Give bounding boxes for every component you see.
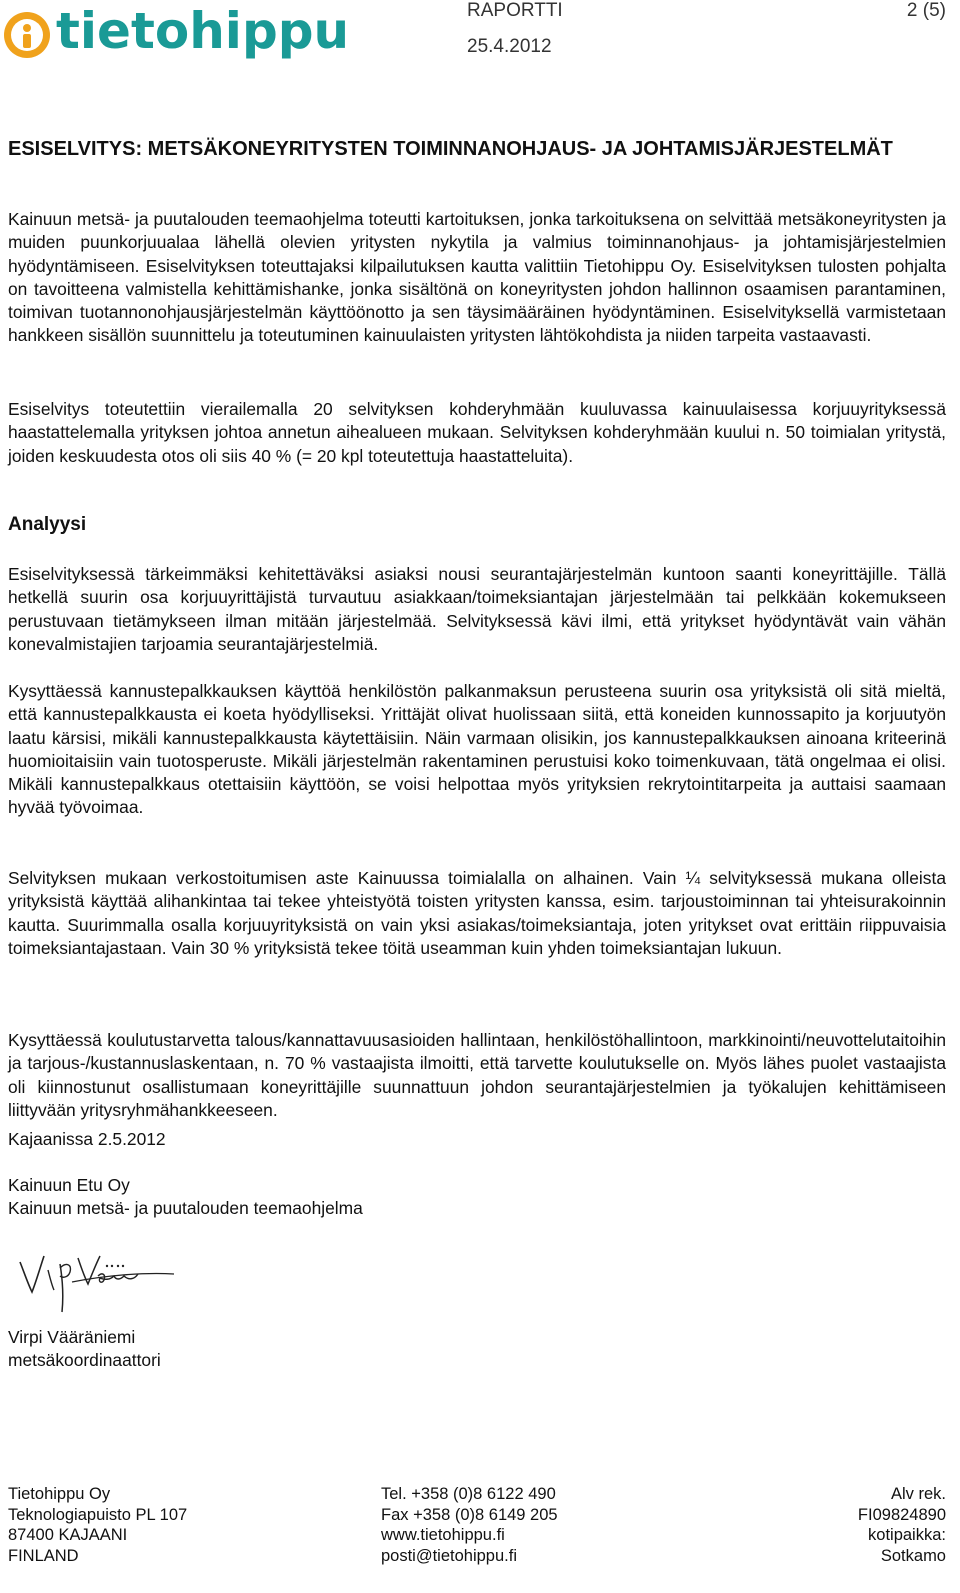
handwritten-signature xyxy=(12,1240,182,1320)
analysis-paragraph-3: Selvityksen mukaan verkostoitumisen aste Kainuussa toimialalla on alhainen. Vain ¼ selvityksessä mukana olleista yrityksistä käyttää alihankintaa tai tekee yhteistyötä toisten yritysten kanssa, esim. tarjoustoiminnan tai yhteisurakoinnin kautta. Suurimmalla osalla korjuuyrityksistä on vain yksi asiakas/toimeksiantaja, joten yritykset ovat erittäin riippuvaisia toimeksiantajastaan. Vain 30 % yrityksistä tekee töitä useamman kuin yhden toimeksiantajan lukuun. xyxy=(8,868,946,958)
analysis-paragraph-1: Esiselvityksessä tärkeimmäksi kehitettäväksi asiaksi nousi seurantajärjestelmän kuntoon saanti koneyrittäjille. Tällä hetkellä suurin osa korjuuyrittäjistä turvautuu asiakkaan/toimeksiantajan järjestelmään tai pelkkään kokemukseen perustuvaan tietämykseen ilman mitään järjestelmää. Selvityksessä kävi ilmi, että yritykset hyödyntävät vain vähän konevalmistajien tarjoamia seurantajärjestelmiä. xyxy=(8,564,946,654)
footer-registration xyxy=(858,1484,946,1566)
program-name: Kainuun metsä- ja puutalouden teemaohjelma xyxy=(8,1198,363,1218)
organization-name: Kainuun Etu Oy xyxy=(8,1175,130,1195)
info-icon xyxy=(4,12,50,58)
signer-name: Virpi Vääräniemi xyxy=(8,1327,136,1347)
place-date: Kajaanissa 2.5.2012 xyxy=(8,1129,166,1149)
page-number: 2 (5) xyxy=(906,0,946,21)
intro-paragraph-1: Kainuun metsä- ja puutalouden teemaohjelma toteutti kartoituksen, jonka tarkoituksena on selvittää metsäkoneyritysten ja muiden puunkorjuualaa lähellä olevien yritysten nykytila ja valmius toiminnanohjaus- ja johtamisjärjestelmien hyödyntämiseen. Esiselvityksen toteuttajaksi kilpailutuksen kautta valittiin Tietohippu Oy. Esiselvityksen tulosten pohjalta on tavoitteena valmistella kehittämishanke, jonka sisältönä on koneyritysten johdon hallinnon osaamisen parantaminen, toimivan tuotannonohjausjärjestelmän käyttöönotto ja sen täysimääräinen hyödyntäminen. Esiselvityksellä varmistetaan hankkeen sisällön suunnittelu ja toteutuminen kainuulaisten yritysten lähtökohdista ja niiden tarpeita vastaavasti. xyxy=(8,209,946,346)
footer-vat-label: Alv rek. xyxy=(890,1485,946,1503)
signer-title: metsäkoordinaattori xyxy=(8,1350,161,1370)
footer-vat-number: FI09824890 xyxy=(857,1505,946,1524)
footer-address xyxy=(8,1484,187,1566)
footer-phone: Tel. +358 (0)8 6122 490 xyxy=(381,1485,556,1503)
document-title: ESISELVITYS: METSÄKONEYRITYSTEN TOIMINNANOHJAUS- JA JOHTAMISJÄRJESTELMÄT xyxy=(8,138,893,160)
footer-domicile: Sotkamo xyxy=(880,1546,946,1565)
analysis-paragraph-2: Kysyttäessä kannustepalkkauksen käyttöä henkilöstön palkanmaksun perusteena suurin osa yrityksistä oli sitä mieltä, että kannustepalkkausta ei koeta hyödylliseksi. Yrittäjät olivat huolissaan siitä, että koneiden kunnossapito ja korjuutyön laatu kärsisi, mikäli kannustepalkkausta käytettäisiin. Näin varmaan olisikin, jos kannustepalkkauksen ainoana kriteerinä huomioitaisiin vain tuotosperuste. Mikäli järjestelmän rakentaminen perustuisi koko toimenkuvaan, tätä ongelmaa ei olisi. Mikäli kannustepalkkaus otettaisiin käyttöön, se voisi helpottaa myös yrityksien rekrytointitarpeita ja auttaisi saamaan hyvää työvoimaa. xyxy=(8,681,946,818)
analysis-heading: Analyysi xyxy=(8,514,87,535)
footer-postal: 87400 KAJAANI xyxy=(8,1526,128,1544)
footer-domicile-label: kotipaikka: xyxy=(868,1526,946,1544)
report-label: RAPORTTI xyxy=(467,0,563,21)
footer-country: FINLAND xyxy=(8,1546,79,1565)
analysis-paragraph-4: Kysyttäessä koulutustarvetta talous/kannattavuusasioiden hallintaan, henkilöstöhallintoon, markkinointi/neuvottelutaitoihin ja tarjous-/kustannuslaskentaan, n. 70 % vastaajista ilmoitti, että tarvette koulutukselle on. Myös lähes puolet vastaajista oli kiinnostunut osallistumaan koneyrittäjille suunnattuun johdon seurantajärjestelmien ja työkalujen kehittämiseen liittyvään yritysryhmähankkeeseen. xyxy=(8,1030,946,1120)
report-date: 25.4.2012 xyxy=(467,36,552,57)
footer-website: www.tietohippu.fi xyxy=(381,1526,505,1544)
logo-text: tietohippu xyxy=(56,2,350,60)
footer-email: posti@tietohippu.fi xyxy=(381,1546,517,1565)
footer-contact xyxy=(381,1484,558,1566)
intro-paragraph-2: Esiselvitys toteutettiin vierailemalla 20 selvityksen kohderyhmään kuuluvassa kainuulaisessa korjuuyrityksessä haastattelemalla yrityksen johtoa annetun aihealueen mukaan. Selvityksen kohderyhmään kuului n. 50 toimialan yritystä, joiden keskuudesta otos oli siis 40 % (= 20 kpl toteutettuja haastatteluita). xyxy=(8,399,946,466)
footer-company: Tietohippu Oy xyxy=(8,1485,111,1503)
footer-street: Teknologiapuisto PL 107 xyxy=(8,1505,188,1524)
footer-fax: Fax +358 (0)8 6149 205 xyxy=(381,1505,558,1524)
company-logo xyxy=(4,2,364,68)
